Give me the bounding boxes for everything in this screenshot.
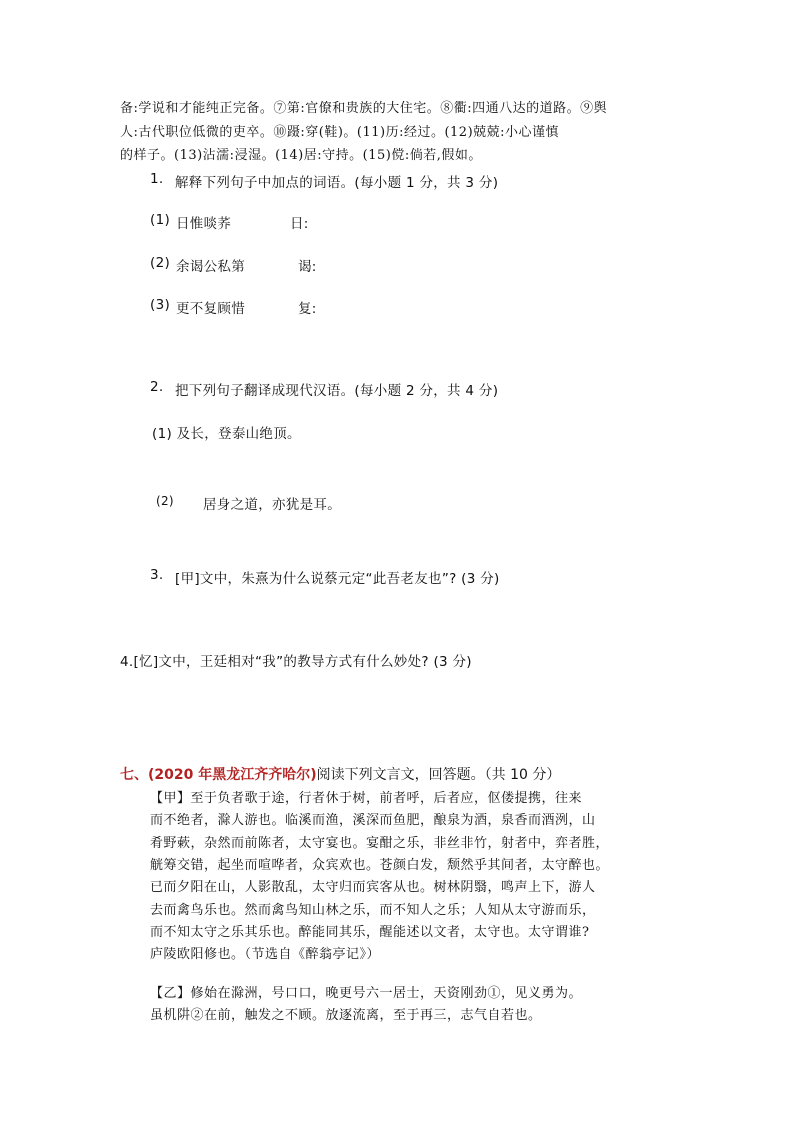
section-instruction: 阅读下列文言文，回答题。（共 10 分） [316, 767, 561, 783]
question-number: 1. [150, 171, 164, 187]
passage-line: 虽机阱②在前，触发之不顾。放逐流离，至于再三，志气自若也。 [150, 1008, 542, 1023]
note-line: 人:古代职位低微的吏卒。⑩蹑:穿(鞋)。(11)历:经过。(12)兢兢:小心谨慎 [120, 125, 560, 140]
item-number: (3) [150, 297, 171, 313]
passage-line: 庐陵欧阳修也。（节选自《醉翁亭记》） [150, 947, 381, 962]
translation-item: 居身之道，亦犹是耳。 [203, 497, 341, 513]
question-prompt: 解释下列句子中加点的词语。(每小题 1 分，共 3 分) [175, 175, 499, 191]
section-number: 七、 [120, 767, 148, 783]
item-sentence: 日惟啖荞 [176, 216, 232, 232]
item-number: (2) [156, 494, 174, 508]
section-source: (2020 年黑龙江齐齐哈尔) [148, 767, 317, 783]
item-word: 复: [298, 301, 317, 317]
question-prompt: 把下列句子翻译成现代汉语。(每小题 2 分，共 4 分) [175, 383, 499, 399]
item-number: (2) [150, 255, 171, 271]
item-sentence: 更不复顾惜 [176, 301, 245, 317]
passage-line: 而不绝者，滁人游也。临溪而渔，溪深而鱼肥，酿泉为酒，泉香而酒洌，山 [150, 813, 596, 828]
passage-line: 觥筹交错，起坐而喧哗者，众宾欢也。苍颜白发，颓然乎其间者，太守醉也。 [150, 858, 610, 873]
passage-line: 去而禽鸟乐也。然而禽鸟知山林之乐，而不知人之乐；人知从太守游而乐， [150, 903, 596, 918]
passage-line: 肴野蔌，杂然而前陈者，太守宴也。宴酣之乐，非丝非竹，射者中，弈者胜， [150, 836, 610, 851]
passage-line: 而不知太守之乐其乐也。醉能同其乐，醒能述以文者，太守也。太守谓谁? [150, 925, 590, 940]
item-number: (1) [150, 212, 171, 228]
passage-line: 已而夕阳在山，人影散乱，太守归而宾客从也。树林阴翳，鸣声上下，游人 [150, 880, 596, 895]
note-line: 备:学说和才能纯正完备。⑦第:官僚和贵族的大住宅。⑧衢:四通八达的道路。⑨舆 [120, 101, 608, 116]
question-number: 2. [150, 379, 164, 395]
item-word: 日: [290, 216, 309, 232]
note-line: 的样子。(13)沾濡:浸湿。(14)居:守持。(15)傥:倘若,假如。 [120, 148, 482, 163]
item-sentence: 余谒公私第 [176, 259, 245, 275]
question-prompt: 4.[忆]文中，王廷相对“我”的教导方式有什么妙处? (3 分) [120, 654, 472, 670]
passage-line: 【乙】修始在滁洲，号口口，晚更号六一居士，天资刚劲①，见义勇为。 [150, 986, 583, 1001]
translation-item: (1) 及长，登泰山绝顶。 [152, 426, 301, 442]
passage-line: 【甲】至于负者歌于途，行者休于树，前者呼，后者应，伛偻提携，往来 [150, 791, 583, 806]
item-word: 谒: [298, 259, 317, 275]
section-heading [120, 764, 560, 784]
question-prompt: [甲]文中，朱熹为什么说蔡元定“此吾老友也”? (3 分) [175, 571, 500, 587]
question-number: 3. [150, 567, 164, 583]
